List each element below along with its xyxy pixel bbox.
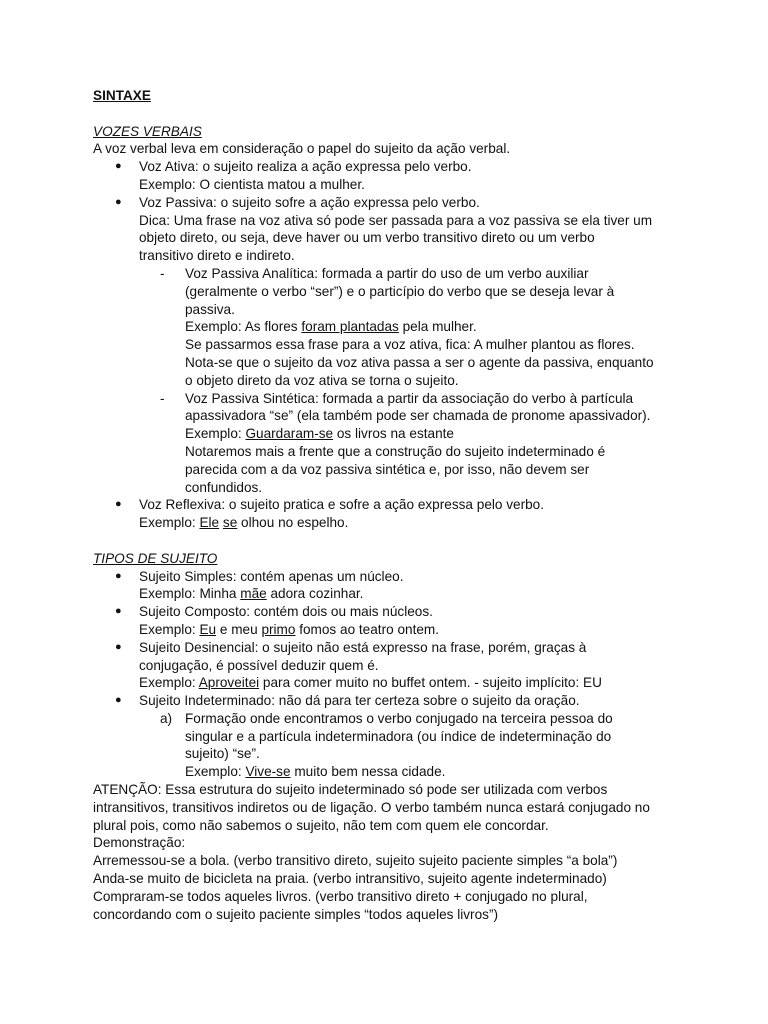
list-item-voz-ativa: ● Voz Ativa: o sujeito realiza a ação expressa pelo verbo. <box>115 159 472 175</box>
analitica-line: passiva. <box>185 301 235 317</box>
example-voz-ativa: Exemplo: O cientista matou a mulher. <box>139 176 365 192</box>
analitica-line: (geralmente o verbo “ser”) e o particípio do verbo que se deseja levar à <box>185 283 615 299</box>
underlined-term: se <box>222 515 238 531</box>
analitica-note-line: Se passarmos essa frase para a voz ativa, fica: A mulher plantou as flores. <box>185 337 635 353</box>
list-item-sujeito-simples: ● Sujeito Simples: contém apenas um núcleo. <box>115 568 404 584</box>
underlined-term: Eu <box>199 621 217 637</box>
analitica-note-line: o objeto direto da voz ativa se torna o sujeito. <box>185 372 459 388</box>
underlined-term: mãe <box>240 586 267 602</box>
example-sujeito-indeterminado: Exemplo: Vive-se muito bem nessa cidade. <box>185 764 446 780</box>
underlined-term: Guardaram-se <box>245 426 334 442</box>
list-item-voz-reflexiva: ● Voz Reflexiva: o sujeito pratica e sofre a ação expressa pelo verbo. <box>115 497 545 513</box>
vozes-intro: A voz verbal leva em consideração o papel do sujeito da ação verbal. <box>93 141 511 157</box>
page-title: SINTAXE <box>93 88 151 103</box>
section-title-tipos-de-sujeito: TIPOS DE SUJEITO <box>93 550 218 566</box>
list-item-sujeito-composto: ● Sujeito Composto: contém dois ou mais núcleos. <box>115 604 433 620</box>
bullet-icon: ● <box>115 569 122 582</box>
sintetica-note-line: Notaremos mais a frente que a construção do sujeito indeterminado é <box>185 443 606 459</box>
underlined-term: Aproveitei <box>198 675 260 691</box>
demonstracao-line: Compraram-se todos aqueles livros. (verbo transitivo direto + conjugado no plural, <box>93 888 588 904</box>
example-voz-reflexiva: Exemplo: Ele se olhou no espelho. <box>139 515 349 531</box>
section-title-vozes-verbais: VOZES VERBAIS <box>93 123 202 139</box>
dash-marker: - <box>160 390 165 406</box>
atencao-line: ATENÇÃO: Essa estrutura do sujeito indeterminado só pode ser utilizada com verbos <box>93 782 608 798</box>
indeterminado-line: singular e a partícula indeterminadora (ou índice de indeterminação do <box>185 728 612 744</box>
underlined-term: foram plantadas <box>301 319 399 335</box>
bullet-icon: ● <box>115 694 122 707</box>
bullet-icon: ● <box>115 498 122 511</box>
list-item-sujeito-indeterminado: ● Sujeito Indeterminado: não dá para ter certeza sobre o sujeito da oração. <box>115 693 580 709</box>
dash-marker: - <box>160 265 165 281</box>
atencao-line: plural pois, como não sabemos o sujeito, não tem com quem ele concordar. <box>93 817 549 833</box>
document-body <box>93 87 693 923</box>
underlined-term: primo <box>261 621 296 637</box>
sintetica-line: apassivadora “se” (ela também pode ser chamada de pronome apassivador). <box>185 408 651 424</box>
indeterminado-line: sujeito) “se”. <box>185 746 260 762</box>
demonstracao-line: Arremessou-se a bola. (verbo transitivo direto, sujeito sujeito paciente simples “a bola”) <box>93 853 618 869</box>
example-sintetica: Exemplo: Guardaram-se os livros na estante <box>185 426 454 442</box>
list-letter-marker: a) <box>160 710 173 726</box>
underlined-term: Ele <box>199 515 220 531</box>
list-item-voz-passiva: ● Voz Passiva: o sujeito sofre a ação expressa pelo verbo. <box>115 194 480 210</box>
list-item-sujeito-desinencial: ● Sujeito Desinencial: o sujeito não está expresso na frase, porém, graças à <box>115 639 587 655</box>
demonstracao-line: concordando com o sujeito paciente simples “todos aqueles livros”) <box>93 906 498 922</box>
analitica-note-line: Nota-se que o sujeito da voz ativa passa a ser o agente da passiva, enquanto <box>185 354 654 370</box>
bullet-icon: ● <box>115 160 122 173</box>
passiva-tip-line: Dica: Uma frase na voz ativa só pode ser passada para a voz passiva se ela tiver um <box>139 212 653 228</box>
example-sujeito-simples: Exemplo: Minha mãe adora cozinhar. <box>139 586 364 602</box>
example-analitica: Exemplo: As flores foram plantadas pela mulher. <box>185 319 477 335</box>
desinencial-line: conjugação, é possível deduzir quem é. <box>139 657 379 673</box>
bullet-icon: ● <box>115 605 122 618</box>
bullet-icon: ● <box>115 640 122 653</box>
underlined-term: Vive-se <box>245 764 291 780</box>
spacer <box>93 105 693 123</box>
sintetica-note-line: confundidos. <box>185 479 263 495</box>
passiva-tip-line: transitivo direto e indireto. <box>139 248 295 264</box>
demonstracao-heading: Demonstração: <box>93 835 186 851</box>
atencao-line: intransitivos, transitivos indiretos ou de ligação. O verbo também nunca estará conjugado no <box>93 799 650 815</box>
bullet-icon: ● <box>115 195 122 208</box>
demonstracao-line: Anda-se muito de bicicleta na praia. (verbo intransitivo, sujeito agente indeterminado) <box>93 871 607 887</box>
spacer <box>93 532 693 550</box>
list-item-passiva-sintetica: - Voz Passiva Sintética: formada a partir da associação do verbo à partícula <box>160 390 634 406</box>
example-sujeito-desinencial: Exemplo: Aproveitei para comer muito no buffet ontem. - sujeito implícito: EU <box>139 675 602 691</box>
sintetica-note-line: parecida com a da voz passiva sintética e, por isso, não devem ser <box>185 461 590 477</box>
passiva-tip-line: objeto direto, ou seja, deve haver ou um verbo transitivo direto ou um verbo <box>139 230 595 246</box>
list-item-passiva-analitica: - Voz Passiva Analítica: formada a partir do uso de um verbo auxiliar <box>160 265 589 281</box>
example-sujeito-composto: Exemplo: Eu e meu primo fomos ao teatro ontem. <box>139 621 440 637</box>
list-item-indeterminado-a: a) Formação onde encontramos o verbo conjugado na terceira pessoa do <box>160 710 613 726</box>
